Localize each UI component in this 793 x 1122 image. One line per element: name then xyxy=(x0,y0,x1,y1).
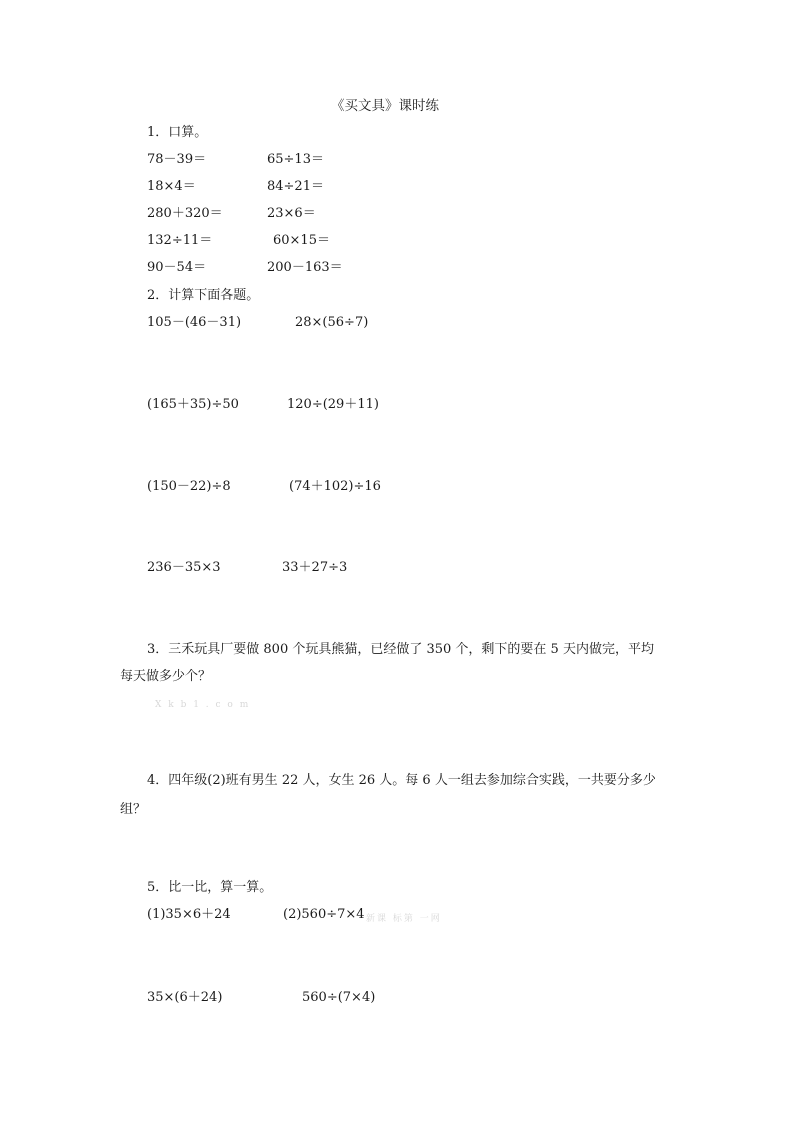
q1-item: 132÷11＝ xyxy=(147,233,213,248)
q2-item: (150－22)÷8 xyxy=(147,479,231,494)
q3-text-line2: 每天做多少个？ xyxy=(120,669,212,684)
q5-heading: 5．比一比，算一算。 xyxy=(147,880,273,895)
q4-text-line2: 组？ xyxy=(120,802,147,817)
watermark: X k b 1 . c o m xyxy=(155,700,251,710)
q1-item: 23×6＝ xyxy=(267,206,316,221)
q1-item: 65÷13＝ xyxy=(267,152,324,167)
q1-item: 60×15＝ xyxy=(273,233,330,248)
q1-item: 280＋320＝ xyxy=(147,206,223,221)
q2-item: 28×(56÷7) xyxy=(295,315,369,330)
q5-item: 560÷(7×4) xyxy=(302,990,376,1005)
q2-item: (74＋102)÷16 xyxy=(289,479,381,494)
q2-item: 236－35×3 xyxy=(147,560,221,575)
q3-text-line1: 3．三禾玩具厂要做 800 个玩具熊猫，已经做了 350 个，剩下的要在 5 天内做完，平均 xyxy=(147,642,654,657)
q2-item: 33＋27÷3 xyxy=(282,560,348,575)
q1-item: 200－163＝ xyxy=(267,260,343,275)
q2-item: (165＋35)÷50 xyxy=(147,397,239,412)
q1-item: 84÷21＝ xyxy=(267,179,324,194)
page-title: 《买文具》课时练 xyxy=(331,98,439,114)
q4-text-line1: 4．四年级(2)班有男生 22 人，女生 26 人。每 6 人一组去参加综合实践，一共要分多少 xyxy=(147,773,656,788)
q5-item: 35×(6＋24) xyxy=(147,990,223,1005)
watermark: 新课 标第 一网 xyxy=(366,914,442,924)
q2-heading: 2．计算下面各题。 xyxy=(147,288,260,303)
q1-item: 18×4＝ xyxy=(147,179,196,194)
q5-item: (2)560÷7×4 xyxy=(283,907,365,922)
q1-item: 90－54＝ xyxy=(147,260,207,275)
q1-item: 78－39＝ xyxy=(147,152,207,167)
q2-item: 105－(46－31) xyxy=(147,315,242,330)
q1-heading: 1．口算。 xyxy=(147,125,208,140)
q5-item: (1)35×6＋24 xyxy=(147,907,231,922)
q2-item: 120÷(29＋11) xyxy=(287,397,379,412)
